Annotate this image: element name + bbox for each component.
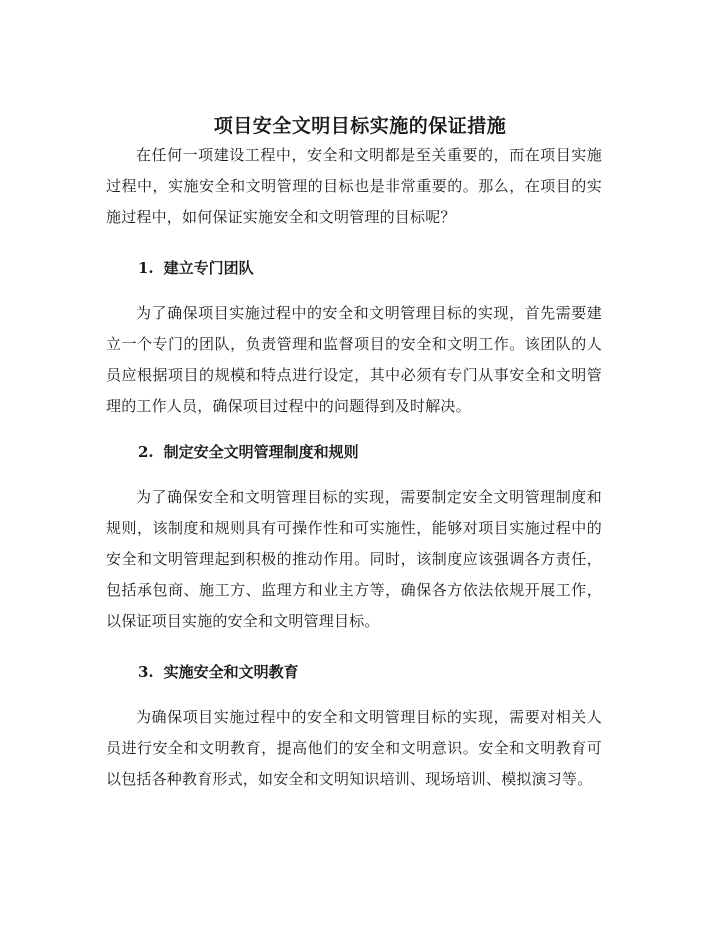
document-title: 项目安全文明目标实施的保证措施 (213, 115, 507, 137)
section-2-title: 制定安全文明管理制度和规则 (163, 443, 359, 461)
section-3-number: 3. (138, 663, 154, 681)
section-3-paragraph: 为确保项目实施过程中的安全和文明管理目标的实现，需要对相关人员进行安全和文明教育，提高他们的安全和文明意识。安全和文明教育可以包括各种教育形式，如安全和文明知识培训、现场培训、模拟演习等。 (106, 708, 602, 788)
section-1-title: 建立专门团队 (163, 259, 254, 277)
section-2-paragraph: 为了确保安全和文明管理目标的实现，需要制定安全文明管理制度和规则，该制度和规则具有可操作性和可实施性，能够对项目实施过程中的安全和文明管理起到积极的推动作用。同时，该制度应该强调各方责任，包括承包商、施工方、监理方和业主方等，确保各方依法依规开展工作，以保证项目实施的安全和文明管理目标。 (106, 488, 602, 630)
section-1-heading (138, 256, 254, 280)
section-3-title: 实施安全和文明教育 (163, 663, 299, 681)
section-1-number: 1. (138, 259, 154, 277)
section-3-heading (138, 660, 299, 684)
section-1-paragraph: 为了确保项目实施过程中的安全和文明管理目标的实现，首先需要建立一个专门的团队，负责管理和监督项目的安全和文明工作。该团队的人员应根据项目的规模和特点进行设定，其中必须有专门从事安全和文明管理的工作人员，确保项目过程中的问题得到及时解决。 (106, 304, 602, 415)
section-2-heading (138, 440, 359, 464)
intro-paragraph: 在任何一项建设工程中，安全和文明都是至关重要的，而在项目实施过程中，实施安全和文明管理的目标也是非常重要的。那么，在项目的实施过程中，如何保证实施安全和文明管理的目标呢？ (106, 146, 602, 226)
section-2-number: 2. (138, 443, 154, 461)
